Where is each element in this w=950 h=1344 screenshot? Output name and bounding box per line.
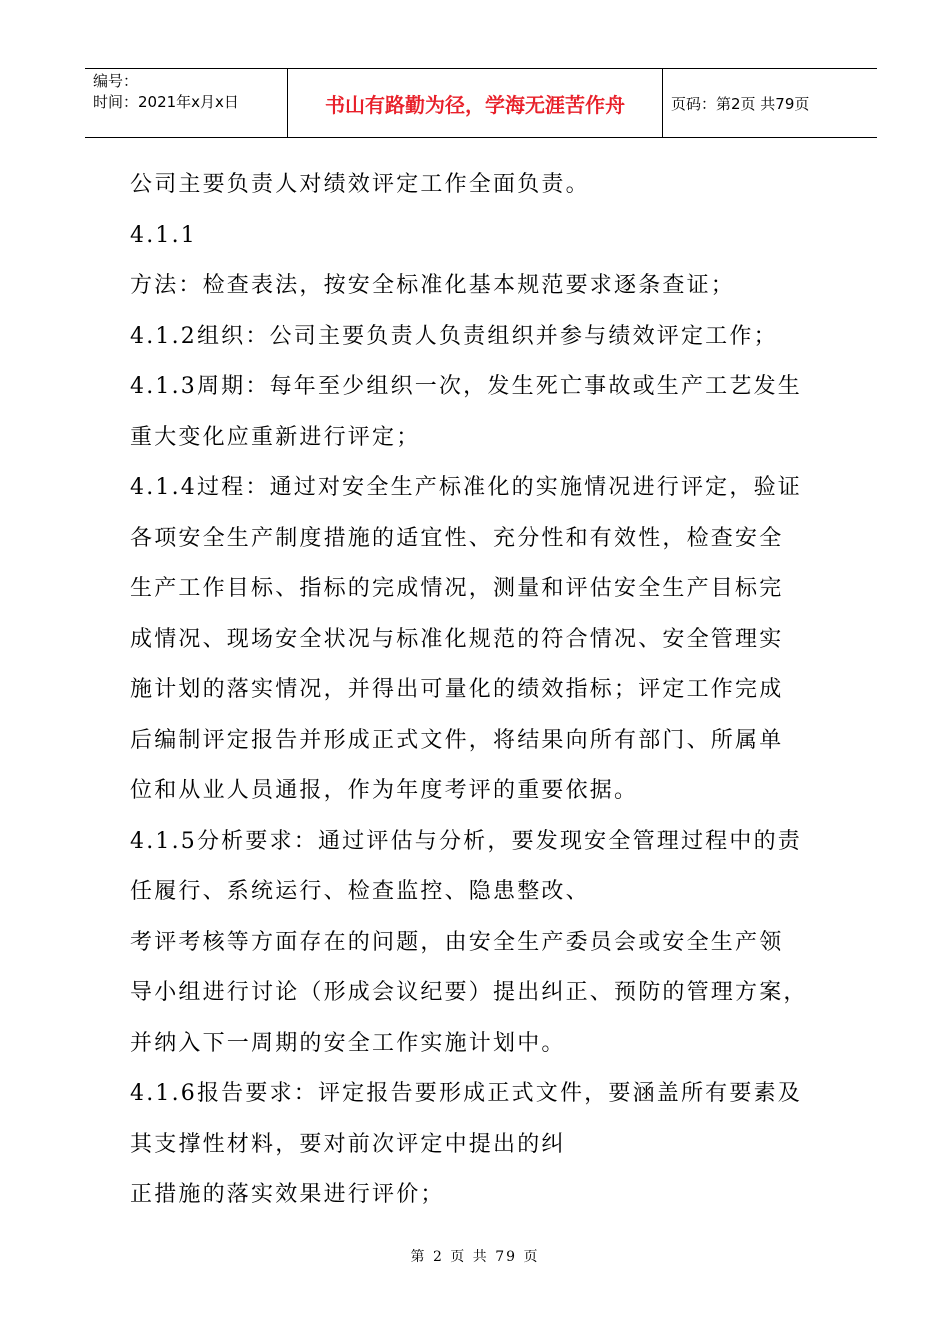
text-line: 各项安全生产制度措施的适宜性、充分性和有效性，检查安全 [130, 525, 784, 551]
text-line: 方法：检查表法，按安全标准化基本规范要求逐条查证； [130, 273, 736, 298]
text-line: 成情况、现场安全状况与标准化规范的符合情况、安全管理实 [130, 626, 784, 652]
document-body [130, 160, 842, 1221]
text-line: 导小组进行讨论（形成会议纪要）提出纠正、预防的管理方案， [130, 980, 808, 1005]
text-line: 公司主要负责人对绩效评定工作全面负责。 [130, 172, 590, 197]
text-line: 4.1.5分析要求：通过评估与分析，要发现安全管理过程中的责 [130, 828, 802, 854]
text-line: 4.1.1 [130, 222, 197, 248]
text-line: 其支撑性材料，要对前次评定中提出的纠 [130, 1131, 566, 1157]
text-line: 施计划的落实情况，并得出可量化的绩效指标；评定工作完成 [130, 677, 784, 702]
text-line: 考评考核等方面存在的问题，由安全生产委员会或安全生产领 [130, 929, 784, 955]
header-page-info: 页码：第2页 共79页 [671, 94, 810, 113]
header-meta [85, 69, 287, 137]
text-line: 生产工作目标、指标的完成情况，测量和评估安全生产目标完 [130, 576, 784, 601]
text-line: 位和从业人员通报，作为年度考评的重要依据。 [130, 778, 639, 803]
text-line: 4.1.2组织：公司主要负责人负责组织并参与绩效评定工作； [130, 323, 778, 349]
header-motto: 书山有路勤为径，学海无涯苦作舟 [287, 69, 663, 137]
document-time-label: 时间：2021年x月x日 [93, 93, 239, 111]
text-line: 后编制评定报告并形成正式文件，将结果向所有部门、所属单 [130, 727, 784, 753]
document-number-label: 编号： [93, 72, 139, 90]
text-line: 并纳入下一周期的安全工作实施计划中。 [130, 1030, 566, 1056]
text-line: 重大变化应重新进行评定； [130, 424, 421, 450]
text-line: 正措施的落实效果进行评价； [130, 1182, 445, 1207]
page-footer: 第 2 页 共 79 页 [410, 1249, 540, 1265]
text-line: 任履行、系统运行、检查监控、隐患整改、 [130, 879, 590, 904]
text-line: 4.1.6报告要求：评定报告要形成正式文件，要涵盖所有要素及 [130, 1081, 802, 1106]
text-line: 4.1.3周期：每年至少组织一次，发生死亡事故或生产工艺发生 [130, 374, 802, 399]
page-header [85, 68, 877, 138]
text-line: 4.1.4过程：通过对安全生产标准化的实施情况进行评定，验证 [130, 475, 802, 500]
